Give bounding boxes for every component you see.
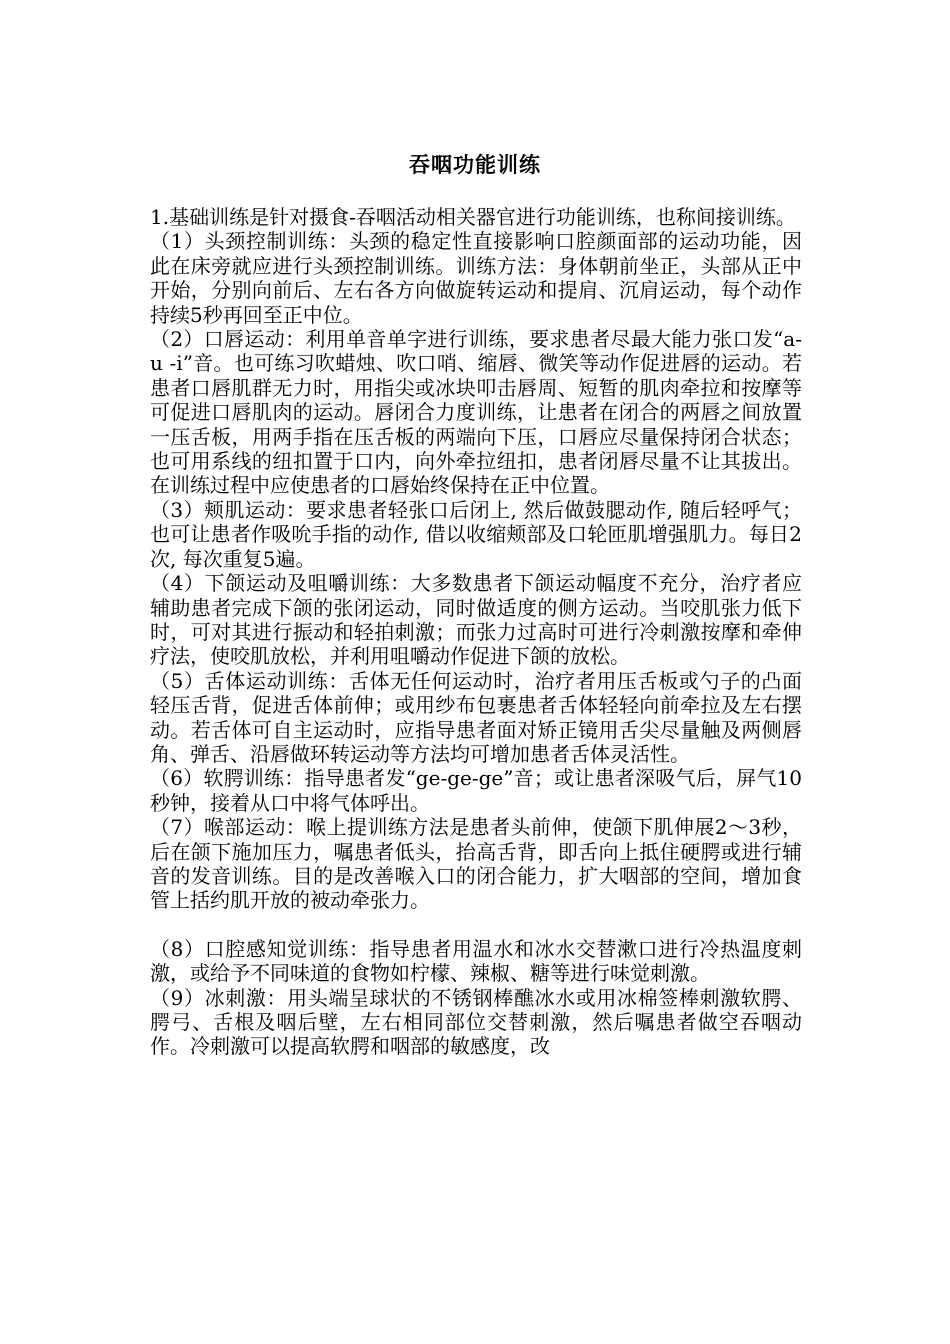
paragraph-ice-stimulation: （9）冰刺激：用头端呈球状的不锈钢棒醮冰水或用冰棉签棒刺激软腭、腭弓、舌根及咽后壁，左右相同部位交替刺激，然后嘱患者做空吞咽动作。冷刺激可以提高软腭和咽部的敏感度，改 <box>150 985 802 1059</box>
paragraph-head-neck-control: （1）头颈控制训练：头颈的稳定性直接影响口腔颜面部的运动功能，因此在床旁就应进行头颈控制训练。训练方法：身体朝前坐正，头部从正中开始，分别向前后、左右各方向做旋转运动和提肩、沉肩运动，每个动作持续5秒再回至正中位。 <box>150 229 802 327</box>
paragraph-tongue-movement: （5）舌体运动训练：舌体无任何运动时，治疗者用压舌板或勺子的凸面轻压舌背，促进舌体前伸；或用纱布包裹患者舌体轻轻向前牵拉及左右摆动。若舌体可自主运动时，应指导患者面对矫正镜用舌尖尽量触及两侧唇角、弹舌、沿唇做环转运动等方法均可增加患者舌体灵活性。 <box>150 668 802 766</box>
paragraph-larynx-movement: （7）喉部运动：喉上提训练方法是患者头前伸，使颌下肌伸展2～3秒，后在颌下施加压力，嘱患者低头，抬高舌背，即舌向上抵住硬腭或进行辅音的发音训练。目的是改善喉入口的闭合能力，扩大咽部的空间，增加食管上括约肌开放的被动牵张力。 <box>150 815 802 913</box>
paragraph-spacer <box>150 913 802 937</box>
paragraph-lip-movement: （2）口唇运动：利用单音单字进行训练，要求患者尽最大能力张口发“a- u -i”音。也可练习吹蜡烛、吹口哨、缩唇、微笑等动作促进唇的运动。若患者口唇肌群无力时，用指尖或冰块叩击唇周、短暂的肌肉牵拉和按摩等可促进口唇肌肉的运动。唇闭合力度训练，让患者在闭合的两唇之间放置一压舌板，用两手指在压舌板的两端向下压，口唇应尽量保持闭合状态；也可用系线的纽扣置于口内，向外牵拉纽扣，患者闭唇尽量不让其拔出。在训练过程中应使患者的口唇始终保持在正中位置。 <box>150 327 802 498</box>
paragraph-oral-sensory: （8）口腔感知觉训练：指导患者用温水和冰水交替漱口进行冷热温度刺激，或给予不同味道的食物如柠檬、辣椒、糖等进行味觉刺激。 <box>150 936 802 986</box>
page-title: 吞咽功能训练 <box>409 152 541 177</box>
document-body <box>150 205 802 1059</box>
paragraph-jaw-chewing: （4）下颌运动及咀嚼训练：大多数患者下颌运动幅度不充分，治疗者应辅助患者完成下颌的张闭运动，同时做适度的侧方运动。当咬肌张力低下时，可对其进行振动和轻拍刺激；而张力过高时可进行冷刺激按摩和牵伸疗法，使咬肌放松，并利用咀嚼动作促进下颌的放松。 <box>150 571 802 669</box>
paragraph-basic-training: 1.基础训练是针对摄食-吞咽活动相关器官进行功能训练，也称间接训练。 <box>150 205 796 229</box>
paragraph-cheek-muscle: （3）颊肌运动：要求患者轻张口后闭上, 然后做鼓腮动作, 随后轻呼气；也可让患者作吸吮手指的动作, 借以收缩颊部及口轮匝肌增强肌力。每日2次, 每次重复5遍。 <box>150 497 802 571</box>
paragraph-soft-palate: （6）软腭训练：指导患者发“ge-ge-ge”音；或让患者深吸气后，屏气10秒钟，接着从口中将气体呼出。 <box>150 766 802 815</box>
